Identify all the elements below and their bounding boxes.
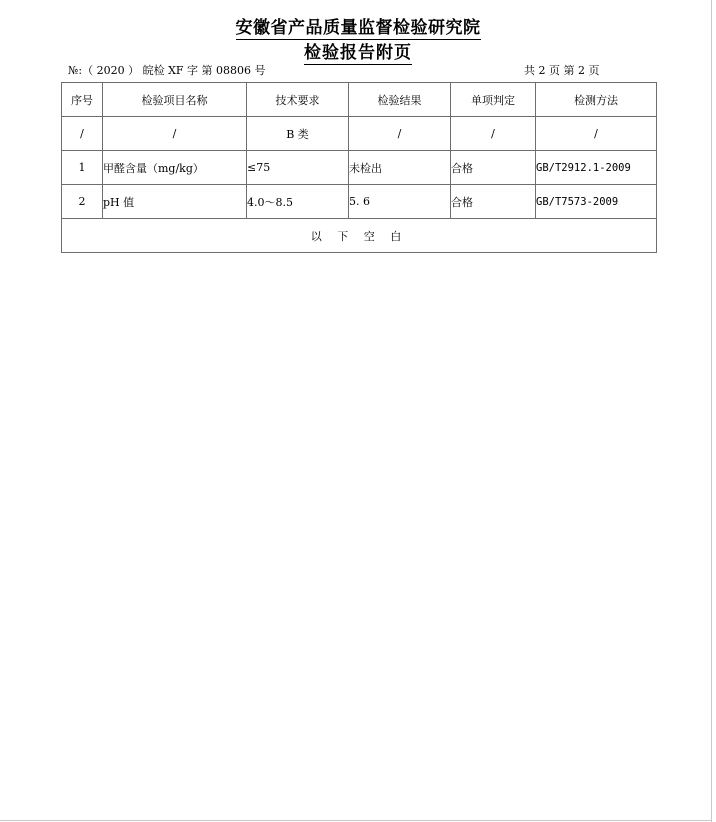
table-row: [62, 185, 657, 219]
report-number: №:（ 2020 ） 皖检 XF 字 第 08806 号: [68, 64, 266, 77]
column-header-method: 检测方法: [536, 83, 657, 117]
table-cell: 合格: [451, 185, 536, 219]
column-header-judgment: 单项判定: [451, 83, 536, 117]
page-right-border: [711, 0, 712, 822]
report-subtitle: [0, 43, 716, 63]
table-footer-row: [62, 219, 657, 253]
table-cell: GB/T7573-2009: [536, 185, 657, 219]
table-cell: GB/T2912.1-2009: [536, 151, 657, 185]
table-cell: B 类: [247, 117, 349, 151]
table-cell: 合格: [451, 151, 536, 185]
table-cell: /: [103, 117, 247, 151]
table-cell: 甲醛含量（mg/kg）: [103, 151, 247, 185]
table-cell: 1: [62, 151, 103, 185]
table-cell: /: [62, 117, 103, 151]
table-header-row: [62, 83, 657, 117]
inspection-table: [61, 82, 657, 253]
column-header-requirement: 技术要求: [247, 83, 349, 117]
table-cell: /: [536, 117, 657, 151]
table-cell: 5. 6: [349, 185, 451, 219]
column-header-result: 检验结果: [349, 83, 451, 117]
remaining-blank-note: 以 下 空 白: [62, 219, 657, 253]
table-row: [62, 151, 657, 185]
table-cell: 未检出: [349, 151, 451, 185]
page-bottom-border: [0, 820, 712, 821]
page-info: 共 2 页 第 2 页: [524, 64, 600, 77]
table-cell: 4.0～8.5: [247, 185, 349, 219]
table-cell: ≤75: [247, 151, 349, 185]
report-subtitle-text: 检验报告附页: [304, 43, 412, 63]
table-row: [62, 117, 657, 151]
table-cell: pH 值: [103, 185, 247, 219]
institute-title: [0, 18, 716, 38]
institute-title-text: 安徽省产品质量监督检验研究院: [235, 18, 481, 38]
table-cell: /: [349, 117, 451, 151]
table-cell: 2: [62, 185, 103, 219]
column-header-item-name: 检验项目名称: [103, 83, 247, 117]
table-cell: /: [451, 117, 536, 151]
column-header-serial: 序号: [62, 83, 103, 117]
